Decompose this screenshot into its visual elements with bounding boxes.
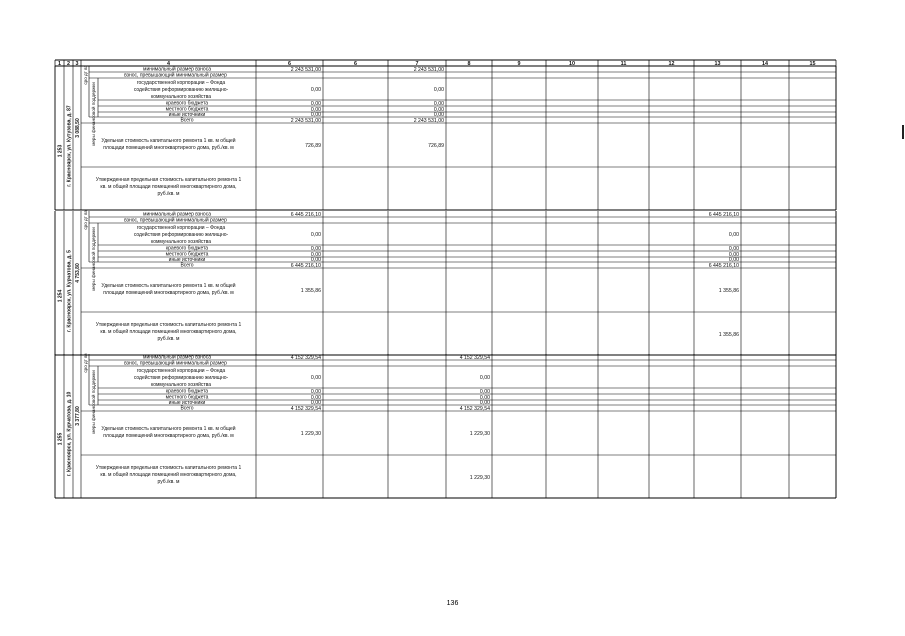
header-cell: 15 xyxy=(809,60,816,67)
group-label: сро дт вз xyxy=(82,353,88,373)
page-number: 136 xyxy=(446,600,459,607)
header-cell: 1 xyxy=(58,60,61,67)
value-cell: 0,00 xyxy=(433,87,444,93)
value-cell: 0,00 xyxy=(310,245,321,252)
edge-mark xyxy=(902,125,904,139)
value-cell: 0,00 xyxy=(433,106,444,113)
label-min: минимальный размер взноса xyxy=(143,354,211,361)
header-cell: 4 xyxy=(167,60,170,67)
block-number: 1 254 xyxy=(57,289,64,303)
label-limit: кв. м общей площади помещений многоквартирного дома, xyxy=(100,472,237,478)
label-unit: Удельная стоимость капитального ремонта 1 кв. м общей xyxy=(101,426,236,432)
value-cell: 0,00 xyxy=(479,394,490,401)
value-cell: 0,00 xyxy=(433,100,444,107)
value-cell: 1 355,86 xyxy=(718,288,739,294)
value-cell: 4 152 329,54 xyxy=(290,354,321,361)
label-unit: площади помещений многоквартирного дома, руб./кв. м xyxy=(103,145,234,151)
label-local: местного бюджета xyxy=(165,394,209,401)
value-cell: 6 445 216,10 xyxy=(708,211,739,218)
header-cell: 2 xyxy=(67,60,70,67)
label-corp: коммунального хозяйства xyxy=(150,94,212,100)
label-total: Всего xyxy=(180,117,194,124)
label-limit: кв. м общей площади помещений многоквартирного дома, xyxy=(100,329,237,335)
label-over: взнос, превышающий минимальный размер xyxy=(124,72,227,79)
value-cell: 0,00 xyxy=(310,232,321,238)
header-cell: 8 xyxy=(467,60,471,67)
block-number: 1 253 xyxy=(57,144,64,158)
block-area: 3 088,50 xyxy=(74,118,81,138)
header-cell: 10 xyxy=(569,60,575,67)
value-cell: 0,00 xyxy=(310,388,321,395)
value-cell: 4 152 329,54 xyxy=(290,405,321,412)
value-cell: 6 445 216,10 xyxy=(290,262,321,269)
label-limit: руб./кв. м xyxy=(157,479,180,485)
header-cell: 6 xyxy=(288,60,291,67)
block-address: г. Красноярск, ул. Курчатова, д. 10 xyxy=(66,391,73,477)
value-cell: 2 243 531,00 xyxy=(413,117,444,124)
label-corp: содействия реформированию жилищно- xyxy=(133,232,229,238)
label-local: местного бюджета xyxy=(165,251,209,258)
value-cell: 2 243 531,00 xyxy=(413,66,444,73)
label-limit: руб./кв. м xyxy=(157,336,180,342)
label-regional: краевого бюджета xyxy=(165,100,209,107)
header-cell: 14 xyxy=(762,60,768,67)
value-cell: 1 229,30 xyxy=(300,431,321,437)
label-other: иные источники xyxy=(168,111,206,118)
value-cell: 1 355,86 xyxy=(718,332,739,338)
label-local: местного бюджета xyxy=(165,106,209,113)
support-label: меры финансовой поддержки xyxy=(91,370,96,434)
label-over: взнос, превышающий минимальный размер xyxy=(124,217,227,224)
block-area: 3 377,80 xyxy=(74,406,81,426)
header-cell: 13 xyxy=(714,60,721,67)
value-cell: 0,00 xyxy=(728,245,739,252)
label-min: минимальный размер взноса xyxy=(143,211,211,218)
label-limit: Утвержденная предельная стоимость капитального ремонта 1 xyxy=(95,465,242,471)
group-label: сро дт вз xyxy=(82,210,88,230)
value-cell: 0,00 xyxy=(310,106,321,113)
value-cell: 2 243 531,00 xyxy=(290,117,321,124)
label-corp: коммунального хозяйства xyxy=(150,239,212,245)
value-cell: 0,00 xyxy=(479,400,490,406)
value-cell: 0,00 xyxy=(310,257,321,263)
label-other: иные источники xyxy=(168,256,206,263)
label-limit: Утвержденная предельная стоимость капитального ремонта 1 xyxy=(95,322,242,328)
value-cell: 0,00 xyxy=(310,112,321,118)
block-address: г. Красноярск, ул. Кутузова, д. 87 xyxy=(66,105,73,187)
label-total: Всего xyxy=(180,262,194,269)
label-corp: государственной корпорации – Фонда xyxy=(136,80,226,86)
group-label: сро дт вз xyxy=(82,65,88,85)
label-regional: краевого бюджета xyxy=(165,245,209,252)
value-cell: 0,00 xyxy=(433,112,444,118)
header-cell: 12 xyxy=(668,60,675,67)
value-cell: 726,89 xyxy=(428,143,444,149)
header-cell: 7 xyxy=(415,60,419,67)
value-cell: 0,00 xyxy=(728,251,739,258)
label-corp: государственной корпорации – Фонда xyxy=(136,368,226,374)
value-cell: 0,00 xyxy=(310,251,321,258)
label-unit: Удельная стоимость капитального ремонта 1 кв. м общей xyxy=(101,138,236,144)
value-cell: 0,00 xyxy=(479,375,490,381)
label-over: взнос, превышающий минимальный размер xyxy=(124,360,227,367)
label-limit: кв. м общей площади помещений многоквартирного дома, xyxy=(100,184,237,190)
block-address: г. Красноярск, ул. Курчатова, д. 5 xyxy=(66,250,73,332)
value-cell: 4 152 329,54 xyxy=(459,354,490,361)
label-min: минимальный размер взноса xyxy=(143,66,211,73)
header-cell: 3 xyxy=(75,60,79,67)
header-cell: 11 xyxy=(620,60,627,67)
value-cell: 0,00 xyxy=(728,232,739,238)
value-cell: 0,00 xyxy=(310,100,321,107)
label-regional: краевого бюджета xyxy=(165,388,209,395)
header-cell: 6 xyxy=(354,60,357,67)
label-corp: коммунального хозяйства xyxy=(150,382,212,388)
label-other: иные источники xyxy=(168,399,206,406)
label-corp: содействия реформированию жилищно- xyxy=(133,87,229,93)
label-unit: площади помещений многоквартирного дома, руб./кв. м xyxy=(103,433,234,439)
block-number: 1 255 xyxy=(57,432,64,446)
value-cell: 4 152 329,54 xyxy=(459,405,490,412)
support-label: меры финансовой поддержки xyxy=(91,82,96,146)
label-total: Всего xyxy=(180,405,194,412)
value-cell: 0,00 xyxy=(310,394,321,401)
value-cell: 0,00 xyxy=(728,257,739,263)
label-corp: содействия реформированию жилищно- xyxy=(133,375,229,381)
value-cell: 726,89 xyxy=(305,143,321,149)
value-cell: 0,00 xyxy=(310,375,321,381)
label-corp: государственной корпорации – Фонда xyxy=(136,225,226,231)
block-area: 4 753,80 xyxy=(74,263,81,283)
value-cell: 0,00 xyxy=(310,400,321,406)
label-limit: руб./кв. м xyxy=(157,191,180,197)
label-limit: Утвержденная предельная стоимость капитального ремонта 1 xyxy=(95,177,242,183)
header-cell: 9 xyxy=(517,60,521,67)
value-cell: 1 229,30 xyxy=(469,475,490,481)
value-cell: 6 445 216,10 xyxy=(290,211,321,218)
value-cell: 1 229,30 xyxy=(469,431,490,437)
support-label: меры финансовой поддержки xyxy=(91,227,96,291)
value-cell: 1 355,86 xyxy=(300,288,321,294)
value-cell: 0,00 xyxy=(310,87,321,93)
label-unit: площади помещений многоквартирного дома, руб./кв. м xyxy=(103,290,234,296)
value-cell: 0,00 xyxy=(479,388,490,395)
label-unit: Удельная стоимость капитального ремонта 1 кв. м общей xyxy=(101,283,236,289)
value-cell: 6 445 216,10 xyxy=(708,262,739,269)
value-cell: 2 243 531,00 xyxy=(290,66,321,73)
